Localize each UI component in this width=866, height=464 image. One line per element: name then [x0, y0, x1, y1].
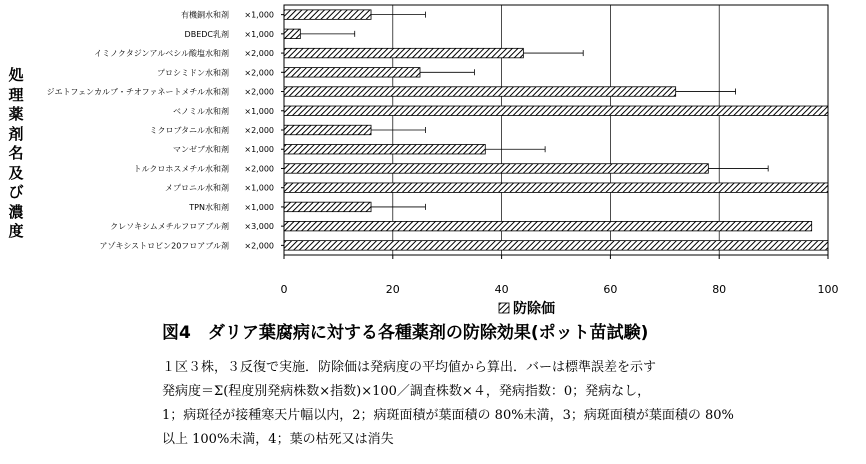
concentration-label: ×2,000: [244, 164, 274, 174]
concentration-label: ×2,000: [244, 126, 274, 135]
concentration-label: ×1,000: [244, 106, 274, 116]
category-label: ミクロブタニル水和剤: [149, 126, 229, 135]
bar: [284, 87, 676, 97]
concentration-label: ×1,000: [244, 145, 274, 155]
category-label: DBEDC乳剤: [184, 29, 229, 39]
bar: [284, 29, 300, 39]
category-label: 有機銅水和剤: [181, 10, 229, 20]
bar: [284, 48, 523, 58]
concentration-label: ×2,000: [244, 87, 274, 97]
concentration-label: ×3,000: [244, 222, 274, 232]
concentration-label: ×2,000: [244, 68, 274, 78]
note-line: 以上 100%未満，4；葉の枯死又は消失: [162, 432, 394, 447]
x-tick-label: 40: [494, 283, 509, 296]
bar: [284, 221, 812, 231]
bar: [284, 241, 828, 251]
bar: [284, 125, 371, 135]
figure-notes: [162, 356, 862, 452]
x-tick-label: 60: [603, 283, 618, 296]
category-label: ベノミル水和剤: [173, 106, 229, 116]
x-tick-label: 100: [817, 283, 839, 296]
category-label: プロシミドン水和剤: [157, 68, 229, 78]
x-tick-label: 0: [280, 283, 288, 296]
x-tick-label: 80: [712, 283, 727, 296]
x-axis-title: [499, 300, 555, 316]
category-labels: [47, 10, 284, 251]
concentration-label: ×1,000: [244, 10, 274, 20]
category-label: イミノクタジンアルベシル酸塩水和剤: [94, 49, 229, 59]
category-label: クレソキシムメチルフロアブル剤: [110, 222, 229, 232]
concentration-label: ×1,000: [244, 202, 274, 212]
note-line: 1；病斑径が接種寒天片幅以内，2；病斑面積が葉面積の 80%未満，3；病斑面積が葉面積の 80%: [162, 408, 734, 423]
note-line: 発病度＝Σ(程度別発病株数×指数)×100／調査株数×４，発病指数：0；発病なし，: [162, 384, 651, 399]
note-line: １区３株，３反復で実施．防除価は発病度の平均値から算出．バーは標準誤差を示す: [162, 360, 657, 375]
bar: [284, 202, 371, 212]
category-label: アゾキシストロビン20フロアブル剤: [99, 241, 229, 251]
x-tick-labels: [281, 255, 839, 296]
concentration-label: ×2,000: [244, 49, 274, 59]
category-label: トルクロホスメチル水和剤: [133, 164, 229, 174]
bars: [284, 10, 828, 250]
bar: [284, 164, 708, 174]
bar: [284, 106, 828, 116]
bar: [284, 144, 485, 154]
figure-caption: 図4 ダリア葉腐病に対する各種薬剤の防除効果(ポット苗試験): [162, 323, 649, 343]
grid-lines: [393, 5, 719, 255]
bar: [284, 10, 371, 20]
legend-swatch: [499, 303, 509, 313]
concentration-label: ×1,000: [244, 29, 274, 39]
category-label: マンゼブ水和剤: [173, 145, 229, 155]
concentration-label: ×1,000: [244, 183, 274, 193]
concentration-label: ×2,000: [244, 241, 274, 251]
bar: [284, 68, 420, 78]
x-axis-label: 防除価: [513, 301, 555, 316]
bar: [284, 183, 828, 193]
category-label: ジエトフェンカルブ・チオファネートメチル水和剤: [46, 87, 229, 97]
x-tick-label: 20: [385, 283, 400, 296]
y-axis-label: 処理薬剤名及び濃度: [8, 66, 24, 240]
category-label: メプロニル水和剤: [165, 183, 229, 193]
category-label: TPN水和剤: [189, 202, 229, 212]
